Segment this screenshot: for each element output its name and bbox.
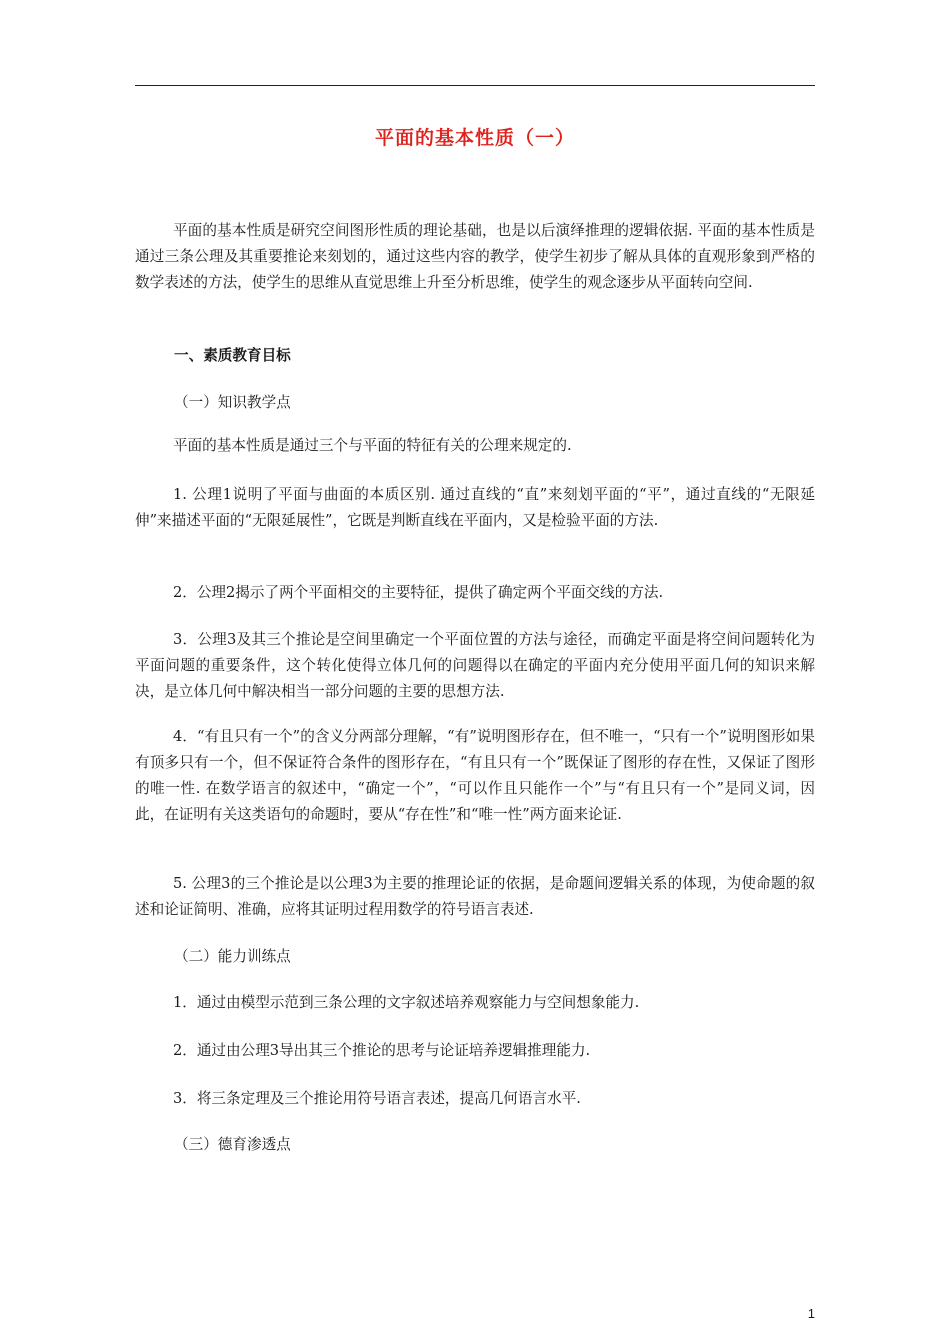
knowledge-point-2: 2．公理2揭示了两个平面相交的主要特征，提供了确定两个平面交线的方法.: [172, 584, 664, 601]
knowledge-point-3: 3．公理3及其三个推论是空间里确定一个平面位置的方法与途径，而确定平面是将空间问题转化为平面问题的重要条件，这个转化使得立体几何的问题得以在确定的平面内充分使用平面几何的知识来解决，是立体几何中解决相当一部分问题的主要的思想方法.: [135, 631, 815, 700]
knowledge-point-5: 5. 公理3的三个推论是以公理3为主要的推理论证的依据，是命题间逻辑关系的体现，为使命题的叙述和论证简明、准确，应将其证明过程用数学的符号语言表述.: [135, 875, 815, 918]
sub3-heading: （三）德育渗透点: [174, 1136, 291, 1153]
section1-heading: 一、素质教育目标: [174, 347, 291, 364]
ability-point-3: 3．将三条定理及三个推论用符号语言表述，提高几何语言水平.: [172, 1090, 581, 1107]
ability-point-2: 2．通过由公理3导出其三个推论的思考与论证培养逻辑推理能力.: [172, 1042, 591, 1059]
sub1-lead: 平面的基本性质是通过三个与平面的特征有关的公理来规定的.: [172, 437, 572, 454]
intro-paragraph: 平面的基本性质是研究空间图形性质的理论基础，也是以后演绎推理的逻辑依据. 平面的基本性质是通过三条公理及其重要推论来刻划的，通过这些内容的教学，使学生初步了解从具体的直观形象到严格的数学表述的方法，使学生的思维从直觉思维上升至分析思维，使学生的观念逐步从平面转向空间.: [135, 222, 815, 291]
knowledge-point-1: 1. 公理1说明了平面与曲面的本质区别. 通过直线的“直”来刻划平面的“平”，通过直线的“无限延伸”来描述平面的“无限延展性”，它既是判断直线在平面内，又是检验平面的方法.: [135, 486, 815, 529]
sub2-heading: （二）能力训练点: [174, 948, 291, 965]
ability-point-1: 1．通过由模型示范到三条公理的文字叙述培养观察能力与空间想象能力.: [172, 994, 640, 1011]
document-title: 平面的基本性质（一）: [374, 127, 575, 149]
page-number: 1: [807, 1306, 815, 1321]
header-rule: [135, 85, 815, 86]
knowledge-point-4: 4．“有且只有一个”的含义分两部分理解，“有”说明图形存在，但不唯一，“只有一个”说明图形如果有顶多只有一个，但不保证符合条件的图形存在，“有且只有一个”既保证了图形的存在性，又保证了图形的唯一性. 在数学语言的叙述中，“确定一个”，“可以作且只能作一个”与“有且只有一个”是同义词，因此，在证明有关这类语句的命题时，要从“存在性”和“唯一性”两方面来论证.: [135, 728, 815, 823]
sub1-heading: （一）知识教学点: [174, 394, 291, 411]
